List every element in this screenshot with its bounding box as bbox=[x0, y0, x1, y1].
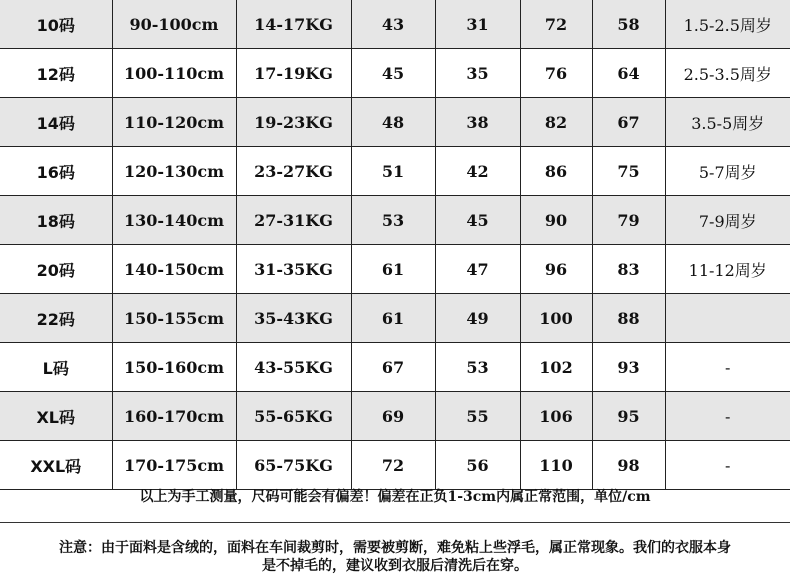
table-cell: 31 bbox=[435, 0, 520, 49]
table-cell: 65-75KG bbox=[236, 441, 351, 490]
table-cell: 64 bbox=[592, 49, 665, 98]
table-cell: 19-23KG bbox=[236, 98, 351, 147]
care-note-line-1: 注意：由于面料是含绒的，面料在车间裁剪时，需要被剪断，难免粘上些浮毛，属正常现象。我们的衣服本身 bbox=[59, 540, 731, 556]
table-cell: 38 bbox=[435, 98, 520, 147]
table-row bbox=[0, 441, 790, 490]
table-cell: 90-100cm bbox=[112, 0, 236, 49]
table-cell: 35 bbox=[435, 49, 520, 98]
table-cell: 88 bbox=[592, 294, 665, 343]
table-cell: 150-160cm bbox=[112, 343, 236, 392]
table-cell: - bbox=[665, 392, 790, 441]
measurement-note: 以上为手工测量，尺码可能会有偏差！偏差在正负1-3cm内属正常范围，单位/cm bbox=[139, 489, 651, 505]
table-cell: 93 bbox=[592, 343, 665, 392]
table-cell: 72 bbox=[520, 0, 592, 49]
care-note bbox=[0, 539, 790, 575]
table-cell: 76 bbox=[520, 49, 592, 98]
table-cell: 110 bbox=[520, 441, 592, 490]
table-cell: 61 bbox=[351, 245, 435, 294]
table-row bbox=[0, 392, 790, 441]
table-cell: 23-27KG bbox=[236, 147, 351, 196]
table-row bbox=[0, 245, 790, 294]
table-cell: 51 bbox=[351, 147, 435, 196]
table-cell: 43-55KG bbox=[236, 343, 351, 392]
table-cell: - bbox=[665, 441, 790, 490]
table-cell: 79 bbox=[592, 196, 665, 245]
table-cell: 3.5-5周岁 bbox=[665, 98, 790, 147]
table-row bbox=[0, 98, 790, 147]
table-cell: 35-43KG bbox=[236, 294, 351, 343]
table-cell: 55 bbox=[435, 392, 520, 441]
table-cell: 17-19KG bbox=[236, 49, 351, 98]
table-cell: 95 bbox=[592, 392, 665, 441]
table-cell: 14-17KG bbox=[236, 0, 351, 49]
table-cell: 130-140cm bbox=[112, 196, 236, 245]
table-cell: 43 bbox=[351, 0, 435, 49]
table-cell: 160-170cm bbox=[112, 392, 236, 441]
table-row bbox=[0, 294, 790, 343]
table-cell: 120-130cm bbox=[112, 147, 236, 196]
size-label-cell: 22码 bbox=[0, 294, 112, 343]
table-cell: 100 bbox=[520, 294, 592, 343]
table-cell: - bbox=[665, 343, 790, 392]
table-cell bbox=[665, 294, 790, 343]
size-label-cell: XXL码 bbox=[0, 441, 112, 490]
size-label-cell: 18码 bbox=[0, 196, 112, 245]
table-cell: 110-120cm bbox=[112, 98, 236, 147]
table-cell: 106 bbox=[520, 392, 592, 441]
table-cell: 86 bbox=[520, 147, 592, 196]
table-cell: 82 bbox=[520, 98, 592, 147]
table-cell: 58 bbox=[592, 0, 665, 49]
table-cell: 67 bbox=[592, 98, 665, 147]
table-cell: 69 bbox=[351, 392, 435, 441]
table-cell: 170-175cm bbox=[112, 441, 236, 490]
table-row bbox=[0, 0, 790, 49]
table-cell: 2.5-3.5周岁 bbox=[665, 49, 790, 98]
table-cell: 53 bbox=[351, 196, 435, 245]
table-cell: 98 bbox=[592, 441, 665, 490]
table-cell: 47 bbox=[435, 245, 520, 294]
table-cell: 90 bbox=[520, 196, 592, 245]
table-cell: 1.5-2.5周岁 bbox=[665, 0, 790, 49]
table-cell: 42 bbox=[435, 147, 520, 196]
table-cell: 72 bbox=[351, 441, 435, 490]
table-cell: 5-7周岁 bbox=[665, 147, 790, 196]
table-cell: 150-155cm bbox=[112, 294, 236, 343]
table-cell: 53 bbox=[435, 343, 520, 392]
size-label-cell: 12码 bbox=[0, 49, 112, 98]
table-cell: 49 bbox=[435, 294, 520, 343]
table-cell: 96 bbox=[520, 245, 592, 294]
divider bbox=[0, 522, 790, 523]
size-label-cell: 16码 bbox=[0, 147, 112, 196]
table-cell: 27-31KG bbox=[236, 196, 351, 245]
table-cell: 100-110cm bbox=[112, 49, 236, 98]
table-cell: 45 bbox=[435, 196, 520, 245]
table-cell: 75 bbox=[592, 147, 665, 196]
size-label-cell: 14码 bbox=[0, 98, 112, 147]
table-row bbox=[0, 343, 790, 392]
care-note-line-2: 是不掉毛的，建议收到衣服后清洗后在穿。 bbox=[262, 558, 528, 574]
table-cell: 56 bbox=[435, 441, 520, 490]
table-cell: 140-150cm bbox=[112, 245, 236, 294]
size-label-cell: XL码 bbox=[0, 392, 112, 441]
table-cell: 7-9周岁 bbox=[665, 196, 790, 245]
size-label-cell: 10码 bbox=[0, 0, 112, 49]
table-cell: 55-65KG bbox=[236, 392, 351, 441]
size-label-cell: 20码 bbox=[0, 245, 112, 294]
table-row bbox=[0, 196, 790, 245]
table-cell: 11-12周岁 bbox=[665, 245, 790, 294]
table-cell: 67 bbox=[351, 343, 435, 392]
table-cell: 48 bbox=[351, 98, 435, 147]
table-row bbox=[0, 147, 790, 196]
size-label-cell: L码 bbox=[0, 343, 112, 392]
table-cell: 102 bbox=[520, 343, 592, 392]
table-row bbox=[0, 49, 790, 98]
table-cell: 83 bbox=[592, 245, 665, 294]
table-cell: 45 bbox=[351, 49, 435, 98]
table-cell: 61 bbox=[351, 294, 435, 343]
table-cell: 31-35KG bbox=[236, 245, 351, 294]
